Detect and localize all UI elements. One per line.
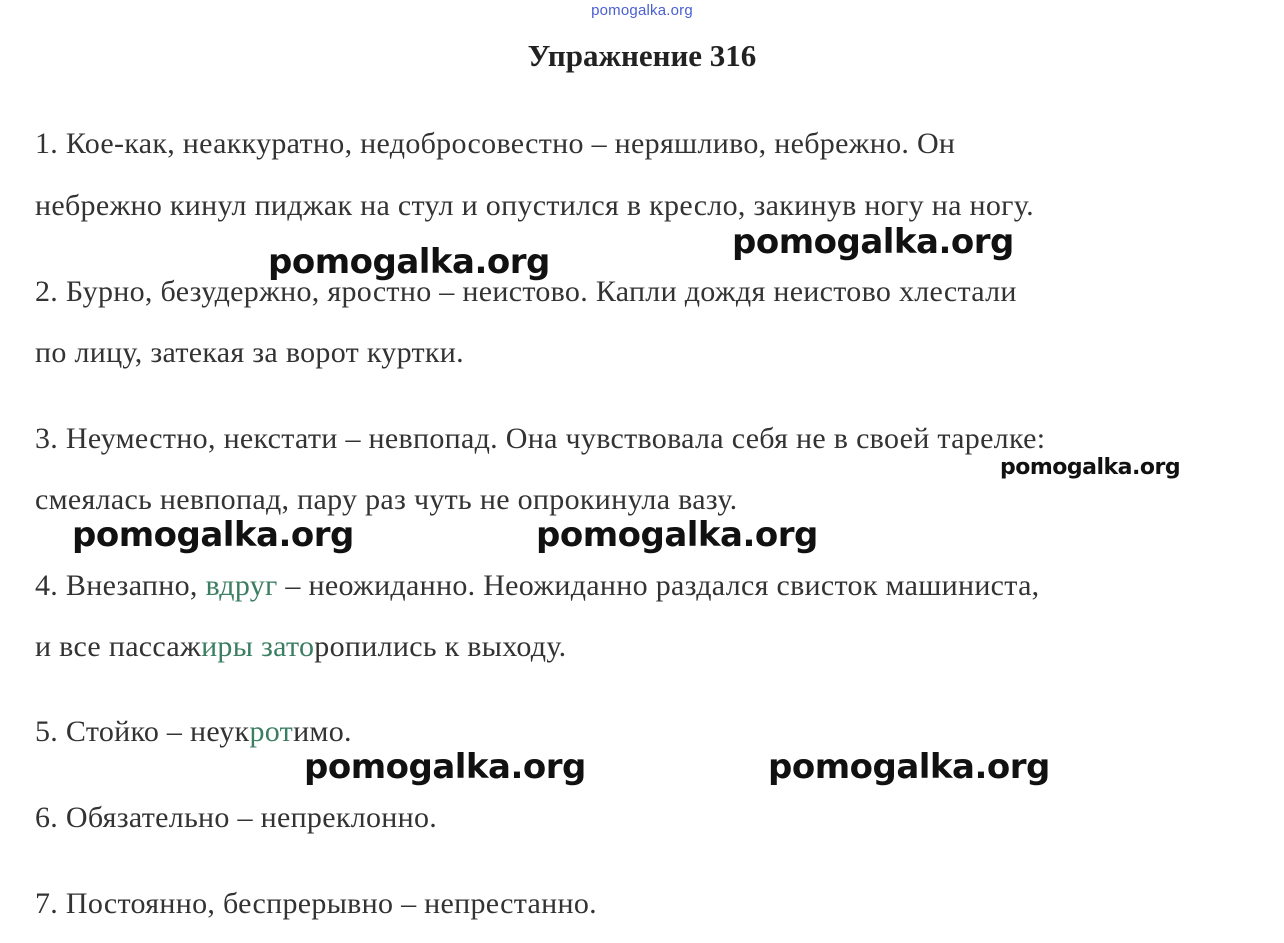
item-2-line-2: по лицу, затекая за ворот куртки. (35, 336, 464, 369)
item-2-line-1: 2. Бурно, безудержно, яростно – неистово. Капли дождя неистово хлестали (35, 275, 1017, 308)
watermark: pomogalka.org (768, 747, 1050, 787)
watermark: pomogalka.org (732, 222, 1014, 262)
page-title: Упражнение 316 (527, 38, 757, 73)
item-4-line-2-part-c: ропились к выходу. (314, 630, 567, 663)
item-6-line-1: 6. Обязательно – непреклонно. (35, 801, 438, 834)
item-1-line-2: небрежно кинул пиджак на стул и опустился в кресло, закинув ногу на ногу. (35, 189, 1034, 222)
item-4-line-1-part-c: – неожиданно. Неожиданно раздался свисток машиниста, (277, 569, 1040, 602)
item-5-part-a: 5. Стойко – неук (35, 715, 250, 748)
item-3-line-1: 3. Неуместно, некстати – невпопад. Она чувствовала себя не в своей тарелке: (35, 422, 1046, 455)
item-4-highlight-word: вдруг (205, 569, 278, 602)
watermark: pomogalka.org (268, 242, 550, 282)
watermark: pomogalka.org (72, 515, 354, 555)
item-3-line-2: смеялась невпопад, пару раз чуть не опрокинула вазу. (35, 483, 738, 516)
item-4-line-2-part-a: и все пассаж (35, 630, 202, 663)
watermark: pomogalka.org (536, 515, 818, 555)
item-5-highlight: рот (249, 715, 294, 748)
item-4-line-2 (35, 629, 566, 665)
item-7-line-1: 7. Постоянно, беспрерывно – непрестанно. (35, 887, 597, 920)
item-4-line-1-part-a: 4. Внезапно, (35, 569, 206, 602)
watermark: pomogalka.org (1000, 455, 1181, 480)
watermark: pomogalka.org (304, 747, 586, 787)
site-link[interactable]: pomogalka.org (591, 2, 693, 19)
item-4-line-1 (35, 568, 1039, 604)
item-4-line-2-highlight: иры зато (201, 630, 315, 663)
item-5-line-1 (35, 714, 352, 750)
item-5-part-c: имо. (293, 715, 352, 748)
item-1-line-1: 1. Кое-как, неаккуратно, недобросовестно – неряшливо, небрежно. Он (35, 127, 956, 160)
